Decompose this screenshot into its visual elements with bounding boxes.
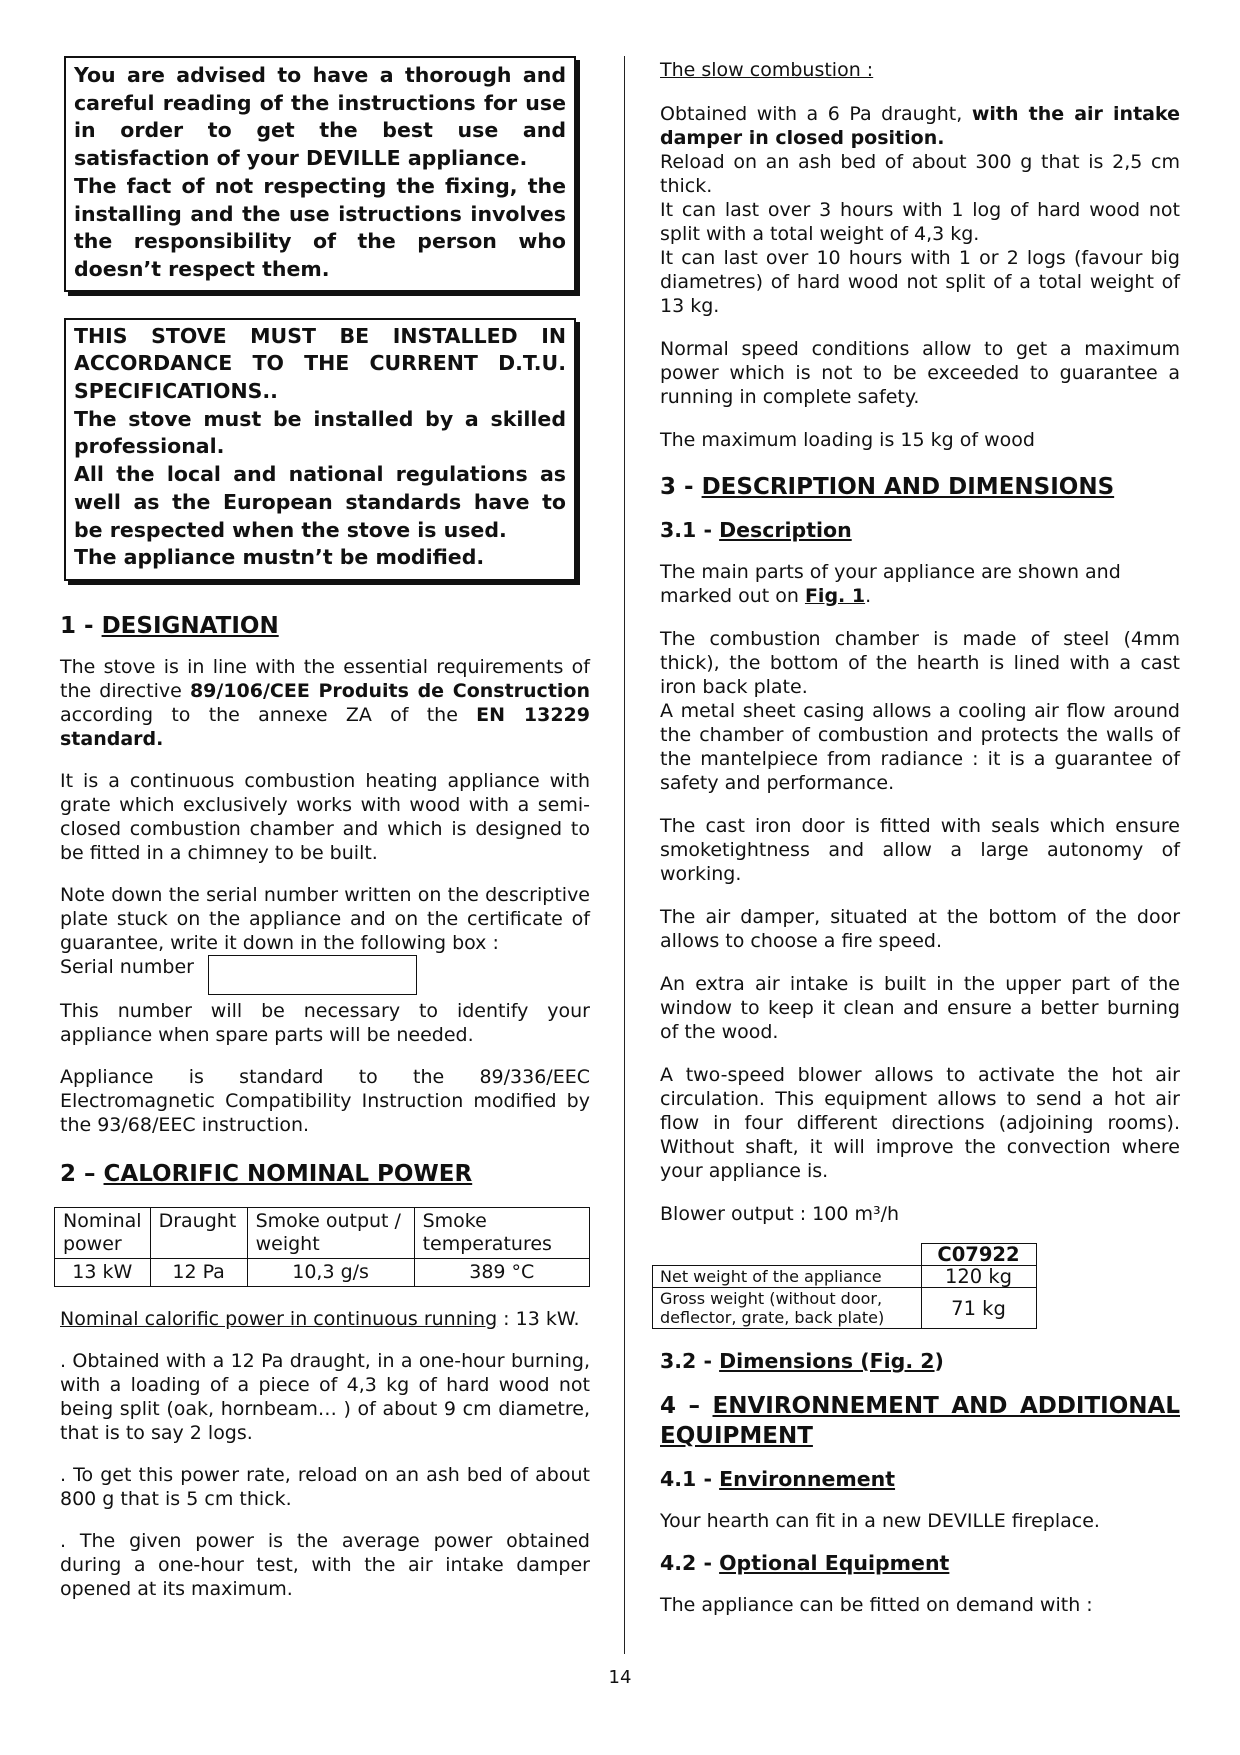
section-number: 4.1 - [660,1467,720,1491]
column-divider [624,56,625,1654]
text: The main parts of your appliance are shown and marked out on [660,561,1121,607]
installation-notice-box [64,318,576,581]
standard-ref: EN 13229 standard. [60,703,590,750]
subsection-4-1-heading [660,1465,1180,1493]
table-cell: 12 Pa [150,1258,247,1286]
text: The slow combustion : [660,59,874,81]
weight-table [652,1243,1037,1329]
text: ) [934,1349,944,1373]
section-number: 4 – [660,1393,713,1419]
table-label: Net weight of the appliance [653,1266,922,1288]
section-title: CALORIFIC NOMINAL POWER [103,1160,473,1187]
table-header-cell: Smoke temperatures [414,1207,589,1258]
environnement-paragraph: Your hearth can fit in a new DEVILLE fireplace. [660,1510,1100,1532]
table-row [653,1266,1037,1288]
right-column [660,58,1180,1617]
installation-notice-line: THIS STOVE MUST BE INSTALLED IN ACCORDANCE TO THE CURRENT D.T.U. SPECIFICATIONS.. [74,323,566,404]
advice-notice-box [64,56,576,292]
installation-notice-line: The stove must be installed by a skilled professional. [74,406,566,459]
slow-combustion-paragraph [660,102,1180,150]
description-paragraph: The combustion chamber is made of steel (4mm thick), the bottom of the hearth is lined with a cast iron back plate. [660,628,1180,698]
text: Obtained with a 6 Pa draught, [660,103,972,125]
section-number: 2 – [60,1160,104,1187]
subsection-3-1-heading [660,516,1180,544]
advice-notice-line: You are advised to have a thorough and careful reading of the instructions for use in order to get the best use and satisfaction of your DEVILLE appliance. [74,63,566,171]
table-header-cell: Draught [150,1207,247,1258]
emc-paragraph: Appliance is standard to the 89/336/EEC Electromagnetic Compatibility Instruction modified by the 93/68/EEC instruction. [60,1065,590,1136]
designation-paragraph [60,655,590,751]
table-header-cell: Nominal power [55,1207,151,1258]
description-paragraph: A two-speed blower allows to activate the hot air circulation. This equipment allows to send a hot air flow in four different directions (adjoining rooms). Without shaft, it will improve the convection where your appliance is. [660,1064,1180,1182]
text: with the air intake damper in closed position. [660,103,1180,149]
text: : 13 kW. [497,1307,580,1330]
section-title: ENVIRONNEMENT AND ADDITIONAL EQUIPMENT [660,1393,1180,1449]
table-value: 120 kg [921,1266,1036,1288]
advice-notice-line: The fact of not respecting the fixing, the installing and the use istructions involves the responsibility of the person who doesn’t respect them. [74,173,566,281]
designation-paragraph: It is a continuous combustion heating appliance with grate which exclusively works with wood with a semi-closed combustion chamber and which is designed to be fitted in a chimney to be built. [60,769,590,864]
text: according to the annexe ZA of the [60,703,477,726]
section-title: Environnement [719,1467,896,1491]
designation-paragraph: This number will be necessary to identify your appliance when spare parts will be needed. [60,999,590,1046]
installation-notice-line: All the local and national regulations as well as the European standards have to be respected when the stove is used. [74,462,566,542]
text: The stove is in line with the essential requirements of the directive [60,655,590,702]
page-number: 14 [608,1667,632,1688]
section-3-heading [660,472,1180,502]
section-number: 3.1 - [660,518,720,542]
section-number: 3 - [660,474,702,500]
description-paragraph: An extra air intake is built in the upper part of the window to keep it clean and ensure a better burning of the wood. [660,973,1180,1043]
subsection-3-2-heading [660,1347,1180,1375]
subsection-4-2-heading [660,1549,1180,1577]
model-header: C07922 [921,1244,1036,1266]
table-header-row [55,1207,590,1258]
section-2-heading [60,1159,590,1189]
section-title: DESCRIPTION AND DIMENSIONS [701,474,1115,500]
table-cell: 10,3 g/s [247,1258,414,1286]
serial-number-label: Serial number [60,955,194,978]
table-cell: 13 kW [55,1258,151,1286]
optional-equipment-paragraph: The appliance can be fitted on demand with : [660,1594,1093,1616]
speed-paragraph: Normal speed conditions allow to get a maximum power which is not to be exceeded to guarantee a running in complete safety. [660,338,1180,408]
text: Nominal calorific power in continuous running [60,1307,498,1330]
table-value: 71 kg [921,1288,1036,1329]
slow-combustion-title [660,58,1180,82]
section-1-heading [60,611,590,641]
max-loading-paragraph: The maximum loading is 15 kg of wood [660,429,1035,451]
section-title: Dimensions (Fig. 2 [719,1349,935,1373]
table-row [55,1258,590,1286]
figure-ref: Fig. 1 [804,585,866,607]
power-paragraph: . The given power is the average power obtained during a one-hour test, with the air intake damper opened at its maximum. [60,1529,590,1600]
table-cell: 389 °C [414,1258,589,1286]
section-4-heading [660,1391,1180,1451]
table-label: Gross weight (without door, deflector, grate, back plate) [653,1288,922,1329]
power-table [54,1207,590,1287]
description-paragraph: The air damper, situated at the bottom of the door allows to choose a fire speed. [660,906,1180,952]
serial-instructions: Note down the serial number written on the descriptive plate stuck on the appliance and on the certificate of guarantee, write it down in the following box : [60,883,590,954]
left-column [60,56,590,1601]
installation-notice-line: The appliance mustn’t be modified. [74,545,485,570]
blower-output: Blower output : 100 m³/h [660,1203,900,1225]
description-paragraph: The cast iron door is fitted with seals which ensure smoketightness and allow a large autonomy of working. [660,815,1180,885]
directive-ref: 89/106/CEE Produits de Construction [189,679,590,702]
serial-number-row [60,955,590,995]
section-number: 1 - [60,612,102,639]
nominal-power-line [60,1307,590,1331]
section-title: Optional Equipment [719,1551,950,1575]
slow-combustion-paragraph: It can last over 3 hours with 1 log of hard wood not split with a total weight of 4,3 kg. [660,199,1180,245]
slow-combustion-paragraph: Reload on an ash bed of about 300 g that is 2,5 cm thick. [660,151,1180,197]
slow-combustion-paragraph: It can last over 10 hours with 1 or 2 logs (favour big diametres) of hard wood not split of a total weight of 13 kg. [660,247,1180,317]
section-number: 4.2 - [660,1551,720,1575]
section-title: Description [719,518,852,542]
table-row [653,1288,1037,1329]
table-empty-cell [653,1244,922,1266]
section-number: 3.2 - [660,1349,720,1373]
power-paragraph: . To get this power rate, reload on an ash bed of about 800 g that is 5 cm thick. [60,1463,590,1510]
description-paragraph [660,560,1180,608]
serial-number-box[interactable] [208,955,417,995]
power-paragraph: . Obtained with a 12 Pa draught, in a one-hour burning, with a loading of a piece of 4,3 kg of hard wood not being split (oak, hornbeam… ) of about 9 cm diametre, that is to say 2 logs. [60,1349,590,1444]
description-paragraph: A metal sheet casing allows a cooling air flow around the chamber of combustion and protects the walls of the mantelpiece from radiance : it is a guarantee of safety and performance. [660,700,1180,794]
section-title: DESIGNATION [101,612,279,639]
table-header-cell: Smoke output / weight [247,1207,414,1258]
table-header-row [653,1244,1037,1266]
text: . [865,585,872,607]
